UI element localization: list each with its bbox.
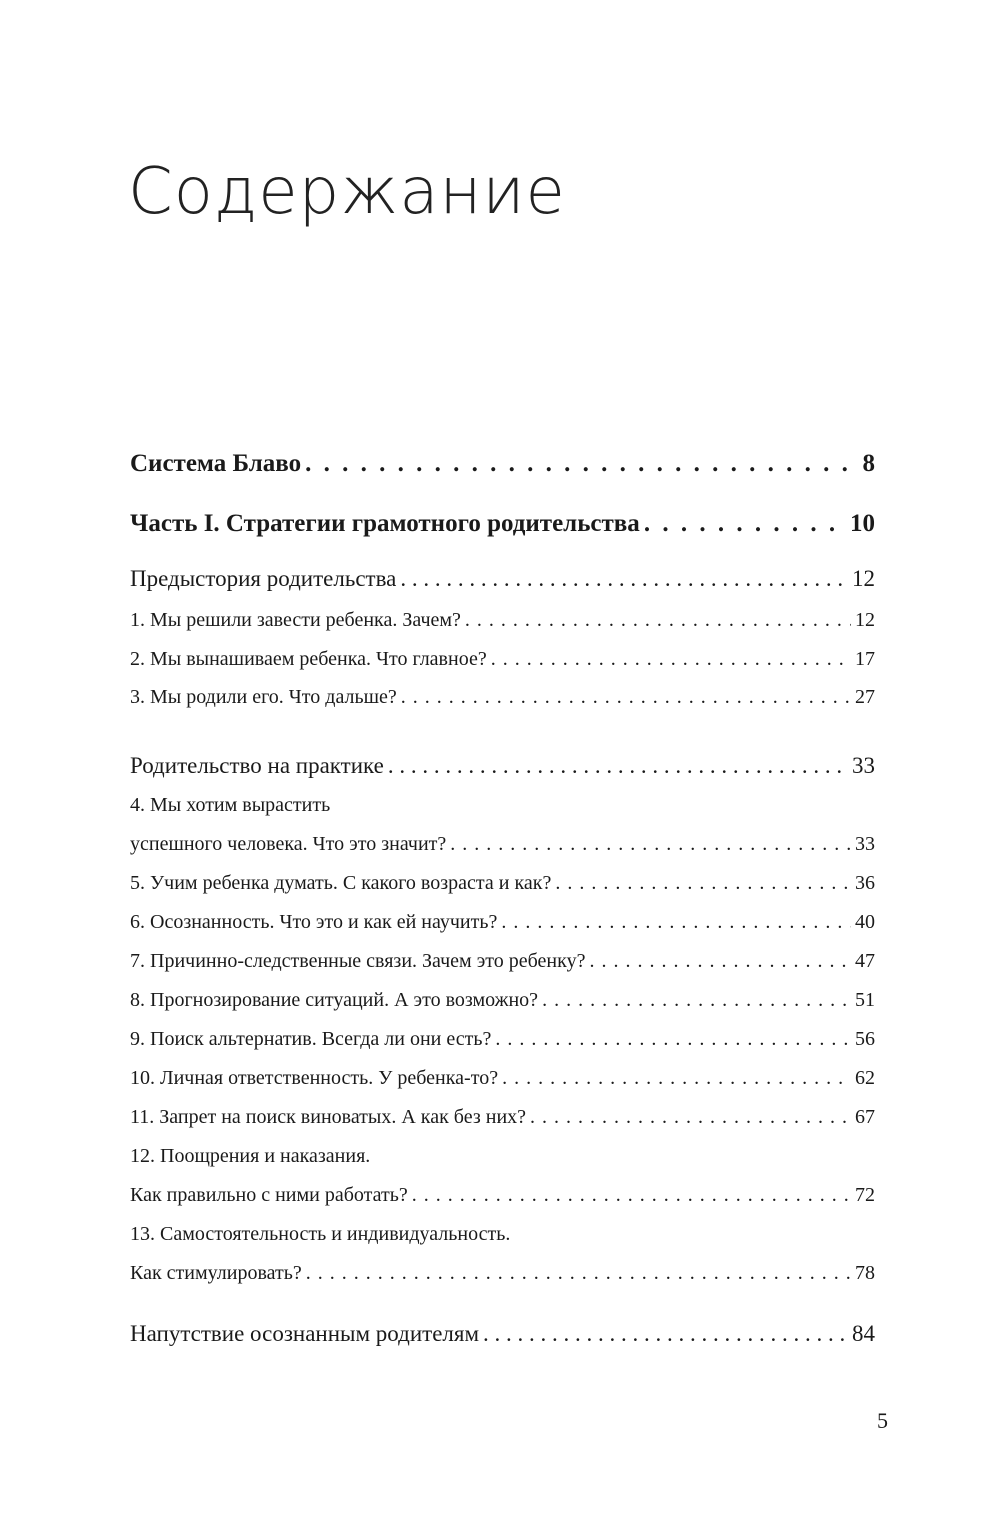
toc-leader (400, 566, 848, 592)
toc-entry-ch12[interactable] (130, 1184, 875, 1207)
toc-leader (555, 872, 851, 895)
toc-label: Родительство на практике (130, 753, 384, 778)
toc-label: Система Блаво (130, 450, 302, 477)
toc-leader (542, 989, 851, 1012)
toc-entry-system[interactable] (130, 450, 875, 478)
toc-page: 47 (855, 950, 875, 972)
toc-label: Напутствие осознанным родителям (130, 1321, 480, 1346)
toc-entry-ch11[interactable] (130, 1106, 875, 1129)
toc-entry-part1[interactable] (130, 510, 875, 538)
toc-leader (502, 1067, 851, 1090)
toc-page: 67 (855, 1106, 875, 1128)
toc-page: 84 (852, 1321, 875, 1346)
toc-label: 9. Поиск альтернатив. Всегда ли они есть? (130, 1028, 492, 1050)
toc-label: 2. Мы вынашиваем ребенка. Что главное? (130, 648, 487, 670)
page-number: 5 (877, 1408, 888, 1433)
toc-entry-ch4-line1[interactable]: 4. Мы хотим вырастить (130, 794, 331, 816)
toc-entry-ch7[interactable] (130, 950, 875, 973)
toc-page: 12 (852, 566, 875, 591)
toc-leader (306, 1262, 851, 1285)
toc-entry-ch8[interactable] (130, 989, 875, 1012)
toc-entry-farewell[interactable] (130, 1321, 875, 1347)
toc-label: Часть I. Стратегии грамотного родительства (130, 510, 640, 537)
toc-page: 17 (855, 648, 875, 670)
toc-leader (530, 1106, 851, 1129)
toc-label: 1. Мы решили завести ребенка. Зачем? (130, 609, 461, 631)
toc-leader (644, 510, 846, 538)
toc-page: 8 (862, 450, 875, 477)
toc-leader (495, 1028, 851, 1051)
toc-label: 7. Причинно-следственные связи. Зачем это ребенку? (130, 950, 586, 972)
toc-label: 11. Запрет на поиск виноватых. А как без них? (130, 1106, 527, 1128)
toc-label: 5. Учим ребенка думать. С какого возраста и как? (130, 872, 552, 894)
toc-label: Как стимулировать? (130, 1262, 302, 1284)
toc-page: 72 (855, 1184, 875, 1206)
toc-page: 51 (855, 989, 875, 1011)
toc-entry-ch13-line1[interactable]: 13. Самостоятельность и индивидуальность. (130, 1223, 511, 1245)
toc-entry-ch4[interactable] (130, 833, 875, 856)
toc-label: 10. Личная ответственность. У ребенка-то? (130, 1067, 499, 1089)
toc-leader (450, 833, 851, 856)
toc-label: успешного человека. Что это значит? (130, 833, 447, 855)
toc-page: 56 (855, 1028, 875, 1050)
toc-page: 33 (852, 753, 875, 778)
toc-page: 78 (855, 1262, 875, 1284)
toc-label: 3. Мы родили его. Что дальше? (130, 686, 397, 708)
toc-page: 10 (850, 510, 875, 537)
toc-leader (412, 1184, 851, 1207)
toc-entry-ch12-line1[interactable]: 12. Поощрения и наказания. (130, 1145, 371, 1167)
toc-label: Предыстория родительства (130, 566, 397, 591)
toc-entry-ch9[interactable] (130, 1028, 875, 1051)
toc-page: 27 (855, 686, 875, 708)
toc-entry-ch1[interactable] (130, 609, 875, 632)
toc-entry-ch3[interactable] (130, 686, 875, 709)
toc-leader (491, 648, 851, 671)
toc-leader (401, 686, 851, 709)
toc-page: 33 (855, 833, 875, 855)
toc-entry-prehistory[interactable] (130, 566, 875, 592)
toc-page: 40 (855, 911, 875, 933)
toc-leader (305, 450, 858, 478)
toc-leader (388, 753, 848, 779)
toc-label: Как правильно с ними работать? (130, 1184, 408, 1206)
page-title: Содержание (128, 155, 566, 229)
toc-leader (483, 1321, 848, 1347)
toc-entry-ch5[interactable] (130, 872, 875, 895)
toc-page: 36 (855, 872, 875, 894)
toc-entry-practice[interactable] (130, 753, 875, 779)
toc-entry-ch2[interactable] (130, 648, 875, 671)
toc-label: 8. Прогнозирование ситуаций. А это возможно? (130, 989, 539, 1011)
toc-leader (501, 911, 851, 934)
toc-label: 6. Осознанность. Что это и как ей научить? (130, 911, 498, 933)
toc-leader (465, 609, 851, 632)
toc-page: 62 (855, 1067, 875, 1089)
toc-entry-ch10[interactable] (130, 1067, 875, 1090)
toc-leader (589, 950, 851, 973)
toc-page: 12 (855, 609, 875, 631)
toc-entry-ch13[interactable] (130, 1262, 875, 1285)
toc-entry-ch6[interactable] (130, 911, 875, 934)
